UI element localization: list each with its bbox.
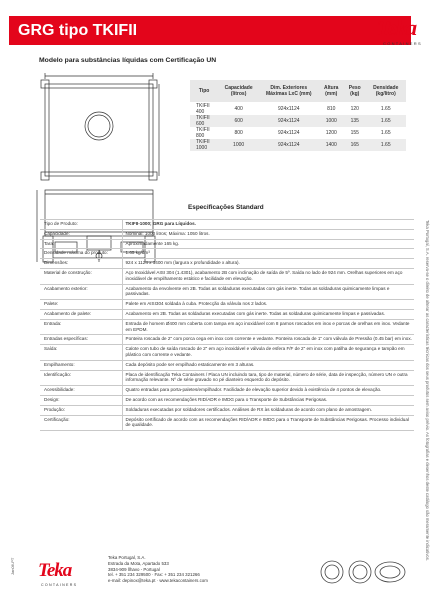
footer-line: Teka Portugal, S.A. bbox=[108, 555, 146, 560]
dimensions-table bbox=[190, 80, 406, 151]
spec-label: Tara: bbox=[40, 239, 122, 249]
spec-value: Aço Inoxidável AISI 304 (1.4301), acabamento 2B com inclinação de saída de 5º. Saída no lado de 924 mm. Orelhas superiores em aço inoxidável de empilhamento estático e facilidade em elevação. bbox=[122, 268, 414, 284]
table-cell: 120 bbox=[350, 105, 359, 112]
spec-row bbox=[40, 229, 414, 239]
spec-label: Empilhamento: bbox=[40, 360, 122, 370]
logo-word: Teka bbox=[377, 15, 417, 40]
spec-label: Palete: bbox=[40, 300, 122, 310]
footer-line: e-mail: depinox@teka.pt · www.tekacontainers.com bbox=[108, 578, 208, 584]
spec-value: TKIFII-1000; GRG para Líquidos. bbox=[122, 220, 414, 230]
spec-row bbox=[40, 259, 414, 269]
spec-value: Aproximadamente 165 kg. bbox=[122, 239, 414, 249]
footer-line: 3834-909 Ílhavo - Portugal bbox=[108, 566, 160, 572]
spec-label: Certificação: bbox=[40, 415, 122, 431]
teka-logo bbox=[375, 15, 437, 51]
specifications-table bbox=[40, 219, 414, 431]
spec-value: Depósito certificado de acordo com as recomendações RID/ADR e IMDG para o Transporte de Substâncias Perigosas. Processo individual de qualidade. bbox=[122, 415, 414, 431]
table-row bbox=[190, 127, 406, 139]
spec-row bbox=[40, 300, 414, 310]
spec-row bbox=[40, 268, 414, 284]
column-header: Capacidade (litros) bbox=[218, 80, 259, 102]
table-row bbox=[190, 115, 406, 127]
spec-label: Design: bbox=[40, 395, 122, 405]
iso-seal-icon bbox=[321, 561, 343, 583]
spec-row bbox=[40, 319, 414, 335]
spec-value: Calote com tubo de saída roscado de 2" em aço inoxidável e válvula de esfera F/F de 2" em inox com patilha de segurança e tampão em plástico com corrente e vedante. bbox=[122, 345, 414, 361]
logo-sub: CONTAINERS bbox=[383, 41, 422, 46]
table-cell: TKIFII 400 bbox=[196, 102, 210, 115]
side-disclaimer: Teka Portugal, S.A. reserva-se o direito de alterar as características técnicas dos seus produtos sem aviso prévio. As fotografias e desenhos deste catálogo são meramente indicativos. bbox=[425, 220, 430, 561]
spec-label: Tipo de Produto: bbox=[40, 220, 122, 230]
footer-line: Estrada da Mota, Apartado 533 bbox=[108, 560, 169, 566]
spec-value: 1.65 kg/dm³ bbox=[122, 249, 414, 259]
header-bar bbox=[9, 16, 411, 45]
spec-value: Soldaduras executadas por soldadores certificados. Análises de RX às soldaduras de acordo com plano de amostragem. bbox=[122, 405, 414, 415]
table-cell: 924x1124 bbox=[259, 115, 318, 127]
spec-label: Material de construção: bbox=[40, 268, 122, 284]
table-cell: 1.65 bbox=[366, 139, 407, 151]
spec-value: Placa de identificação Teka Containers / Placa UN incluindo tara, tipo de material, número de série, data de inspecção, número UN e outra informação relevante. Nº de série gravado no pé dianteiro esquerdo do depósito. bbox=[122, 370, 414, 386]
table-cell: 924x1124 bbox=[277, 105, 300, 112]
spec-label: Entrada: bbox=[40, 319, 122, 335]
spec-value: 924 x 1124 x 1400 mm (largura x profundidade x altura). bbox=[122, 259, 414, 269]
spec-label: Identificação: bbox=[40, 370, 122, 386]
footer-address bbox=[108, 555, 208, 584]
spec-value: Quatro entradas para porta-paletes/empilhador. Facilidade de elevação superior devido à existência de 4 pontos de elevação. bbox=[122, 386, 414, 396]
table-cell: 600 bbox=[218, 115, 259, 127]
table-cell: 1.65 bbox=[380, 105, 391, 112]
spec-row bbox=[40, 335, 414, 345]
spec-row bbox=[40, 415, 414, 431]
spec-row bbox=[40, 386, 414, 396]
table-cell: TKIFII 600 bbox=[190, 115, 218, 127]
spec-label: Saída: bbox=[40, 345, 122, 361]
footer-line: tel. + 351 234 329500 · Fax: + 351 234 321266 bbox=[108, 572, 200, 578]
spec-label: Dimensões: bbox=[40, 259, 122, 269]
spec-value: Acabamento da envolvente em 2B. Todas as soldaduras executadas com gás inerte. Todas as soldaduras quimicamente limpas e passivadas. bbox=[122, 284, 414, 300]
column-header: Tipo bbox=[190, 80, 218, 102]
table-cell: 810 bbox=[327, 105, 336, 112]
table-header-row bbox=[190, 80, 406, 102]
document-code: Jan06-PT bbox=[10, 557, 15, 575]
spec-row bbox=[40, 345, 414, 361]
table-row bbox=[190, 102, 406, 115]
spec-row bbox=[40, 284, 414, 300]
table-cell: 1400 bbox=[318, 139, 344, 151]
table-cell: 400 bbox=[234, 105, 243, 112]
spec-row bbox=[40, 370, 414, 386]
table-row bbox=[190, 139, 406, 151]
column-header: Peso (kg) bbox=[344, 80, 365, 102]
spec-label: Acessibilidade: bbox=[40, 386, 122, 396]
logo-word: Teka bbox=[38, 560, 72, 581]
spec-row bbox=[40, 405, 414, 415]
column-header: Densidade (kg/litro) bbox=[366, 80, 407, 102]
spec-value: Ponteira roscada de 2" com porca cega em inox com corrente e vedante. Ponteira roscada de 1" com válvula de Pressão (0.45 bar) em inox. bbox=[122, 335, 414, 345]
spec-row bbox=[40, 309, 414, 319]
subtitle: Modelo para substâncias líquidas com Certificação UN bbox=[39, 57, 217, 64]
spec-value: Entrada de homem Ø400 mm coberta com tampa em aço inoxidável com 8 parnos roscados em inox e porcas de orelhas em inox. Vedante em EPDM. bbox=[122, 319, 414, 335]
table-cell: 800 bbox=[234, 129, 243, 136]
spec-value: Nominal: 1000 litros; Máxima: 1050 litros. bbox=[122, 229, 414, 239]
un-seal-icon bbox=[375, 562, 405, 582]
table-cell: 924x1124 bbox=[277, 129, 300, 136]
spec-label: Acabamento de palete: bbox=[40, 309, 122, 319]
table-cell: 1200 bbox=[325, 129, 337, 136]
page-title: GRG tipo TKIFII bbox=[18, 21, 138, 39]
spec-label: Densidade máxima do produto: bbox=[40, 249, 122, 259]
spec-value: De acordo com as recomendações RID/ADR e IMDG para o Transporte de Substâncias Perigosas. bbox=[122, 395, 414, 405]
column-header: Dim. Exteriores Máximas LxC (mm) bbox=[259, 80, 318, 102]
table-cell: 1000 bbox=[318, 115, 344, 127]
table-cell: 1000 bbox=[218, 139, 259, 151]
spec-section-title: Especificações Standard bbox=[188, 204, 264, 211]
table-cell: 135 bbox=[344, 115, 365, 127]
logo-sub: CONTAINERS bbox=[41, 583, 78, 587]
spec-row bbox=[40, 249, 414, 259]
spec-row bbox=[40, 395, 414, 405]
table-cell: 1.65 bbox=[380, 129, 391, 136]
quality-seal-icon bbox=[349, 561, 371, 583]
certification-seals bbox=[318, 558, 408, 586]
spec-row bbox=[40, 220, 414, 230]
spec-label: Produção: bbox=[40, 405, 122, 415]
spec-value: Acabamento em 2B. Todas as soldaduras executadas com gás inerte. Todas as soldaduras quimicamente limpas e passivadas. bbox=[122, 309, 414, 319]
column-header: Altura (mm) bbox=[318, 80, 344, 102]
spec-row bbox=[40, 360, 414, 370]
spec-label: Entradas específicas: bbox=[40, 335, 122, 345]
table-cell: 924x1124 bbox=[259, 139, 318, 151]
table-cell: TKIFII 1000 bbox=[190, 139, 218, 151]
spec-row bbox=[40, 239, 414, 249]
table-cell: 1.65 bbox=[366, 115, 407, 127]
table-cell: 155 bbox=[350, 129, 359, 136]
table-cell: TKIFII 800 bbox=[196, 126, 210, 139]
table-cell: 165 bbox=[344, 139, 365, 151]
spec-value: Cada depósito pode ser empilhado estaticamente em 3 alturas. bbox=[122, 360, 414, 370]
footer-teka-logo bbox=[36, 560, 80, 594]
spec-label: Acabamento exterior: bbox=[40, 284, 122, 300]
spec-value: Palete em AISI304 soldada à cuba. Protecção da válvula nos 2 lados. bbox=[122, 300, 414, 310]
spec-label: Capacidade: bbox=[40, 229, 122, 239]
